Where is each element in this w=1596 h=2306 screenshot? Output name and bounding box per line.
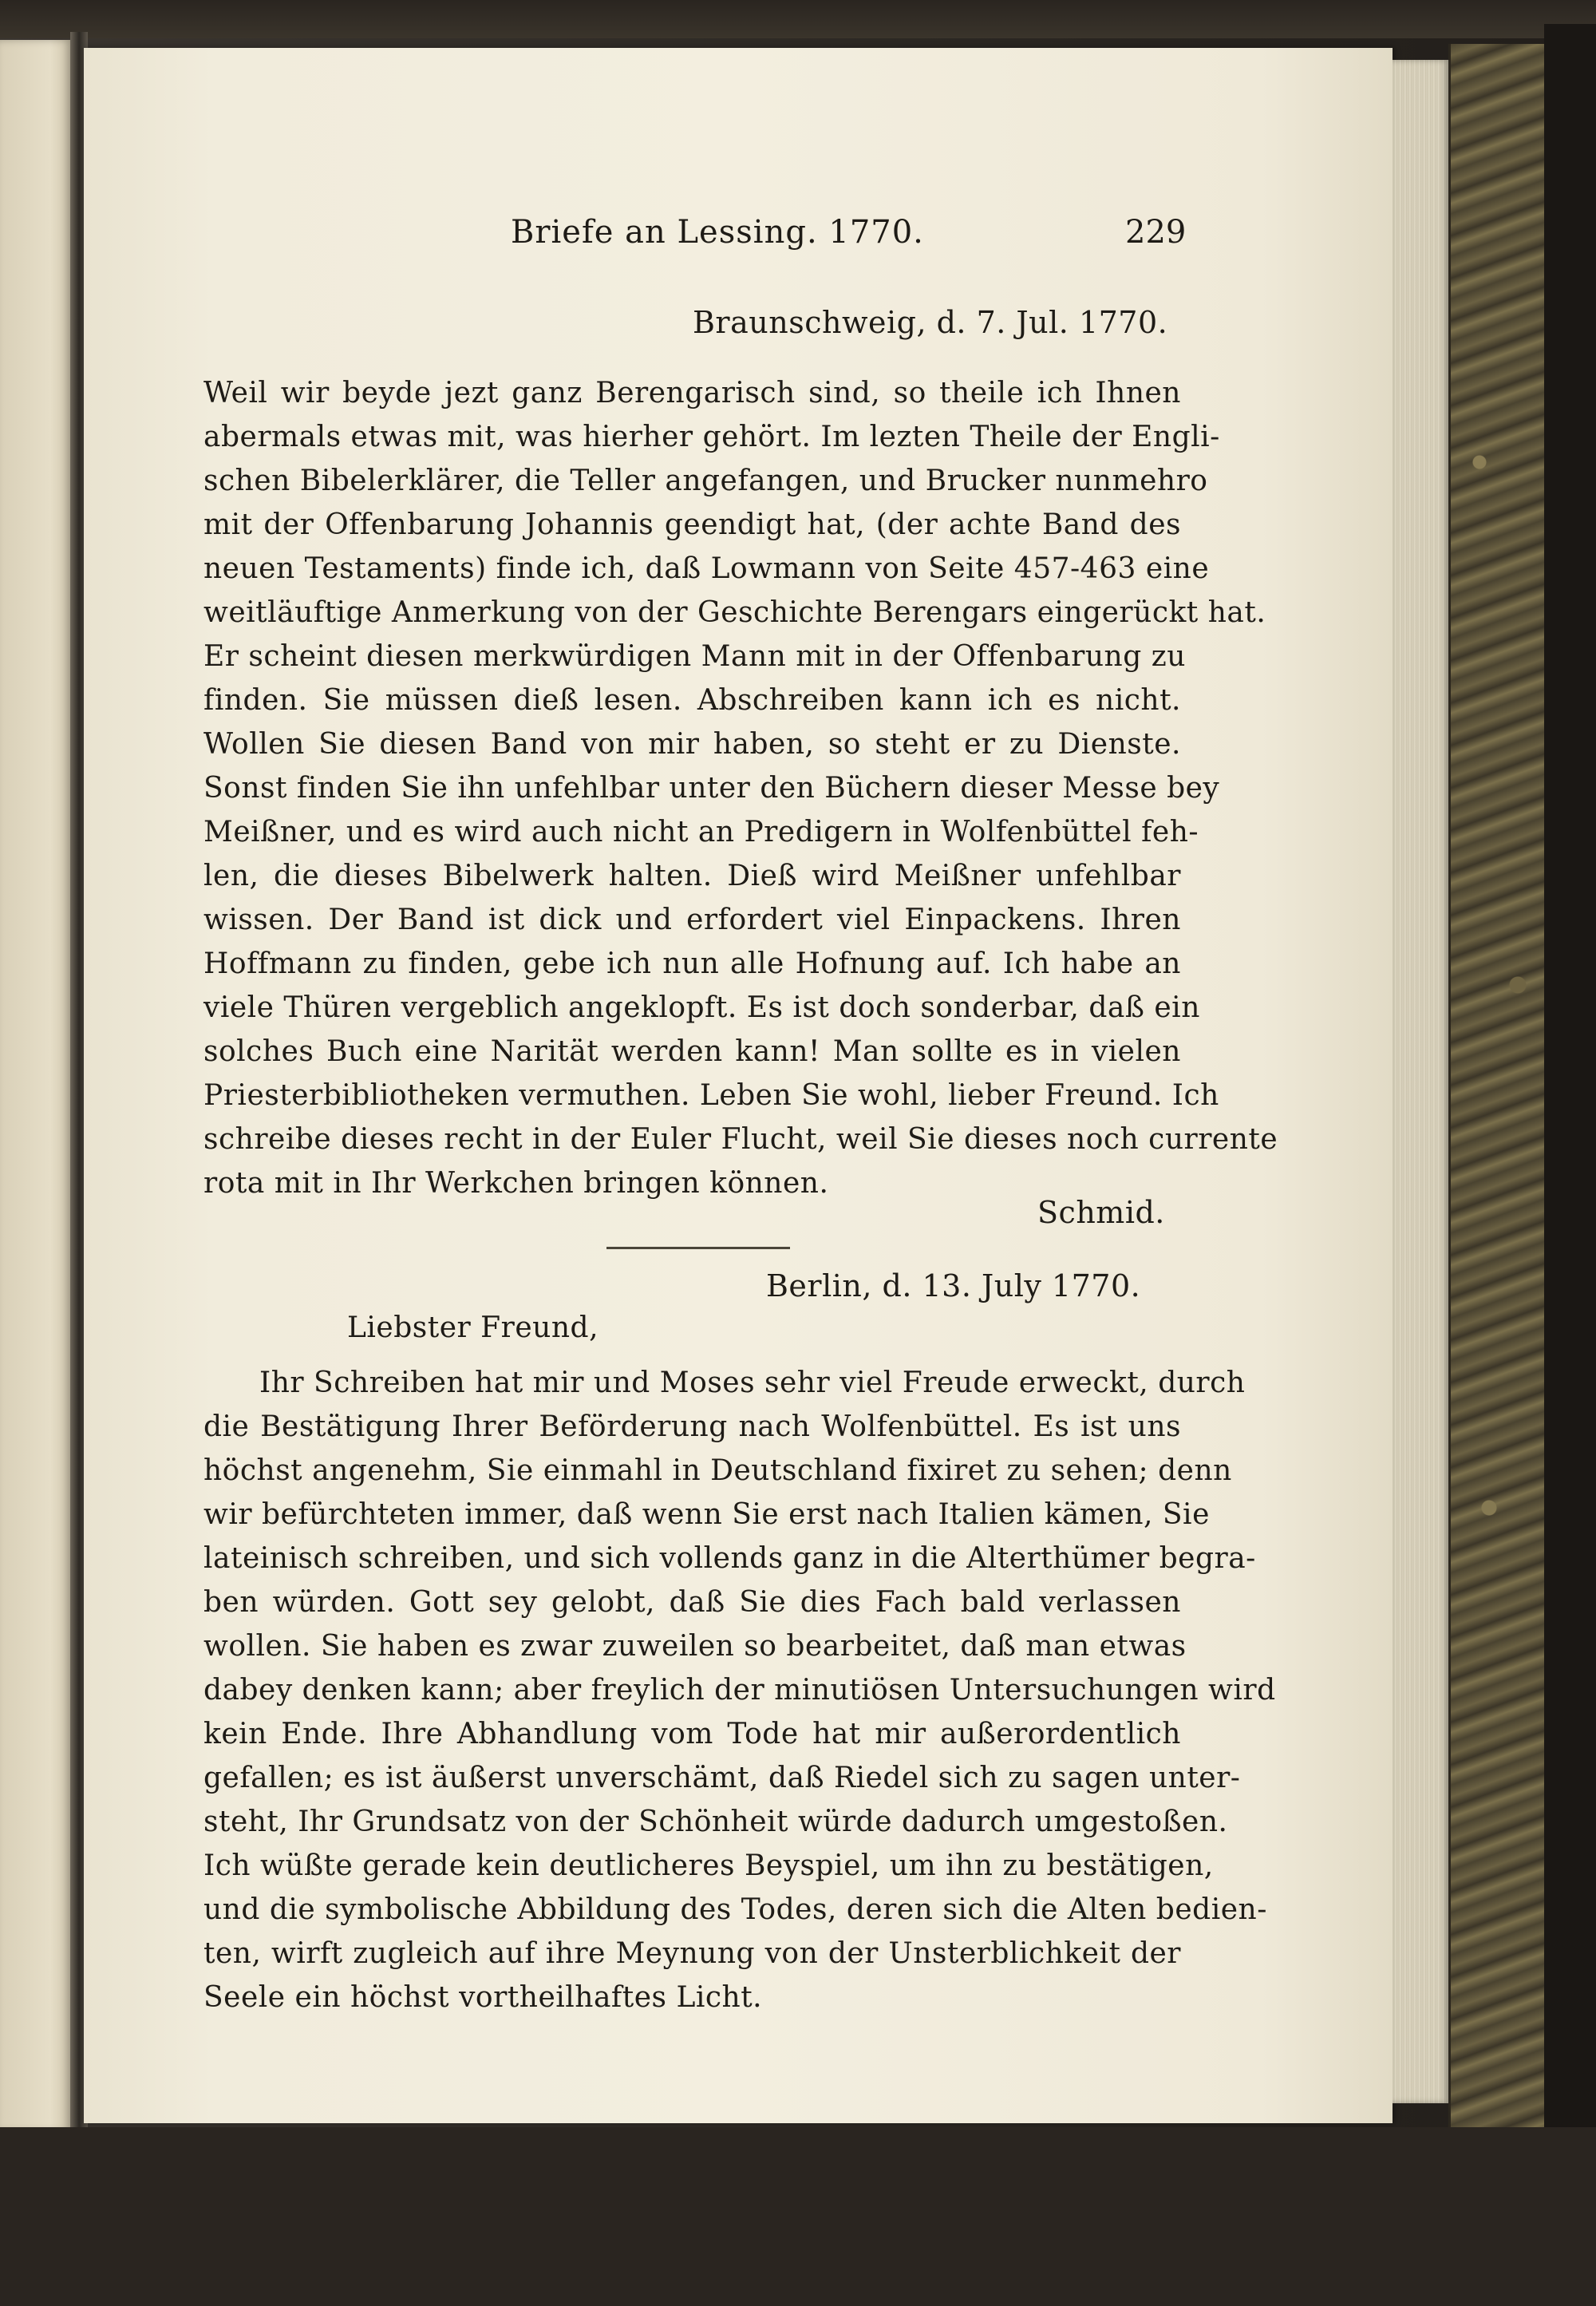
letter2-line: steht, Ihr Grundsatz von der Schönheit würde dadurch umgestoßen.	[203, 1806, 1228, 1838]
letter2-salutation: Liebster Freund,	[347, 1311, 599, 1344]
scan-top-strip	[0, 0, 1596, 38]
letter2-line: kein Ende. Ihre Abhandlung vom Tode hat mir außerordentlich	[203, 1718, 1181, 1750]
letter2-line: ben würden. Gott sey gelobt, daß Sie dies Fach bald verlassen	[203, 1586, 1181, 1619]
letter1-line: mit der Offenbarung Johannis geendigt hat, (der achte Band des	[203, 508, 1181, 541]
letter2-line: und die symbolische Abbildung des Todes, deren sich die Alten bedien-	[203, 1893, 1267, 1926]
letter1-line: Hoffmann zu finden, gebe ich nun alle Hofnung auf. Ich habe an	[203, 947, 1181, 980]
letter1-line: wissen. Der Band ist dick und erfordert viel Einpackens. Ihren	[203, 904, 1181, 936]
letter2-line: lateinisch schreiben, und sich vollends ganz in die Alterthümer begra-	[203, 1542, 1256, 1575]
letter1-line: Priesterbibliotheken vermuthen. Leben Sie wohl, lieber Freund. Ich	[203, 1079, 1219, 1112]
letter1-line: Weil wir beyde jezt ganz Berengarisch sind, so theile ich Ihnen	[203, 377, 1181, 409]
letter2-line: wir befürchteten immer, daß wenn Sie erst nach Italien kämen, Sie	[203, 1498, 1210, 1531]
running-title: Briefe an Lessing. 1770.	[511, 214, 924, 251]
letter-divider	[606, 1247, 790, 1249]
scan-bottom-strip	[0, 2127, 1596, 2306]
letter1-line: finden. Sie müssen dieß lesen. Abschreiben kann ich es nicht.	[203, 684, 1181, 717]
page-number: 229	[1125, 214, 1187, 251]
letter1-line: solches Buch eine Narität werden kann! Man sollte es in vielen	[203, 1035, 1181, 1068]
letter1-line: Sonst finden Sie ihn unfehlbar unter den Büchern dieser Messe bey	[203, 772, 1220, 805]
letter1-line: len, die dieses Bibelwerk halten. Dieß wird Meißner unfehlbar	[203, 860, 1181, 892]
letter1-line: schen Bibelerklärer, die Teller angefangen, und Brucker nunmehro	[203, 465, 1208, 497]
letter1-line: viele Thüren vergeblich angeklopft. Es ist doch sonderbar, daß ein	[203, 991, 1200, 1024]
letter2-line: dabey denken kann; aber freylich der minutiösen Untersuchungen wird	[203, 1674, 1276, 1707]
letter1-signature: Schmid.	[1037, 1195, 1165, 1230]
letter2-line: höchst angenehm, Sie einmahl in Deutschland fixiret zu sehen; denn	[203, 1454, 1232, 1487]
marbled-cover-edge	[1448, 44, 1547, 2135]
letter2-line: Ich wüßte gerade kein deutlicheres Beyspiel, um ihn zu bestätigen,	[203, 1849, 1214, 1882]
letter1-line: Meißner, und es wird auch nicht an Predigern in Wolfenbüttel feh-	[203, 816, 1199, 848]
letter2-line: Ihr Schreiben hat mir und Moses sehr viel Freude erweckt, durch	[259, 1367, 1246, 1399]
letter1-dateline: Braunschweig, d. 7. Jul. 1770.	[693, 305, 1168, 340]
facing-page-edge	[0, 40, 72, 2131]
letter2-line: die Bestätigung Ihrer Beförderung nach Wolfenbüttel. Es ist uns	[203, 1410, 1181, 1443]
letter2-dateline: Berlin, d. 13. July 1770.	[766, 1268, 1141, 1303]
letter1-line: schreibe dieses recht in der Euler Flucht, weil Sie dieses noch currente	[203, 1123, 1278, 1156]
letter1-line: rota mit in Ihr Werkchen bringen können.	[203, 1167, 829, 1200]
letter1-line: Er scheint diesen merkwürdigen Mann mit in der Offenbarung zu	[203, 640, 1186, 673]
page-block-edges	[1393, 60, 1448, 2103]
letter2-line: ten, wirft zugleich auf ihre Meynung von der Unsterblichkeit der	[203, 1937, 1181, 1970]
letter2-line: gefallen; es ist äußerst unverschämt, daß Riedel sich zu sagen unter-	[203, 1762, 1241, 1794]
letter1-line: abermals etwas mit, was hierher gehört. Im lezten Theile der Engli-	[203, 421, 1220, 453]
letter1-line: neuen Testaments) finde ich, daß Lowmann von Seite 457-463 eine	[203, 552, 1210, 585]
letter2-line: wollen. Sie haben es zwar zuweilen so bearbeitet, daß man etwas	[203, 1630, 1187, 1663]
letter2-line: Seele ein höchst vortheilhaftes Licht.	[203, 1981, 763, 2014]
letter1-line: weitläuftige Anmerkung von der Geschichte Berengars eingerückt hat.	[203, 596, 1266, 629]
scan-right-edge	[1544, 24, 1596, 2306]
letter1-line: Wollen Sie diesen Band von mir haben, so steht er zu Dienste.	[203, 728, 1181, 761]
